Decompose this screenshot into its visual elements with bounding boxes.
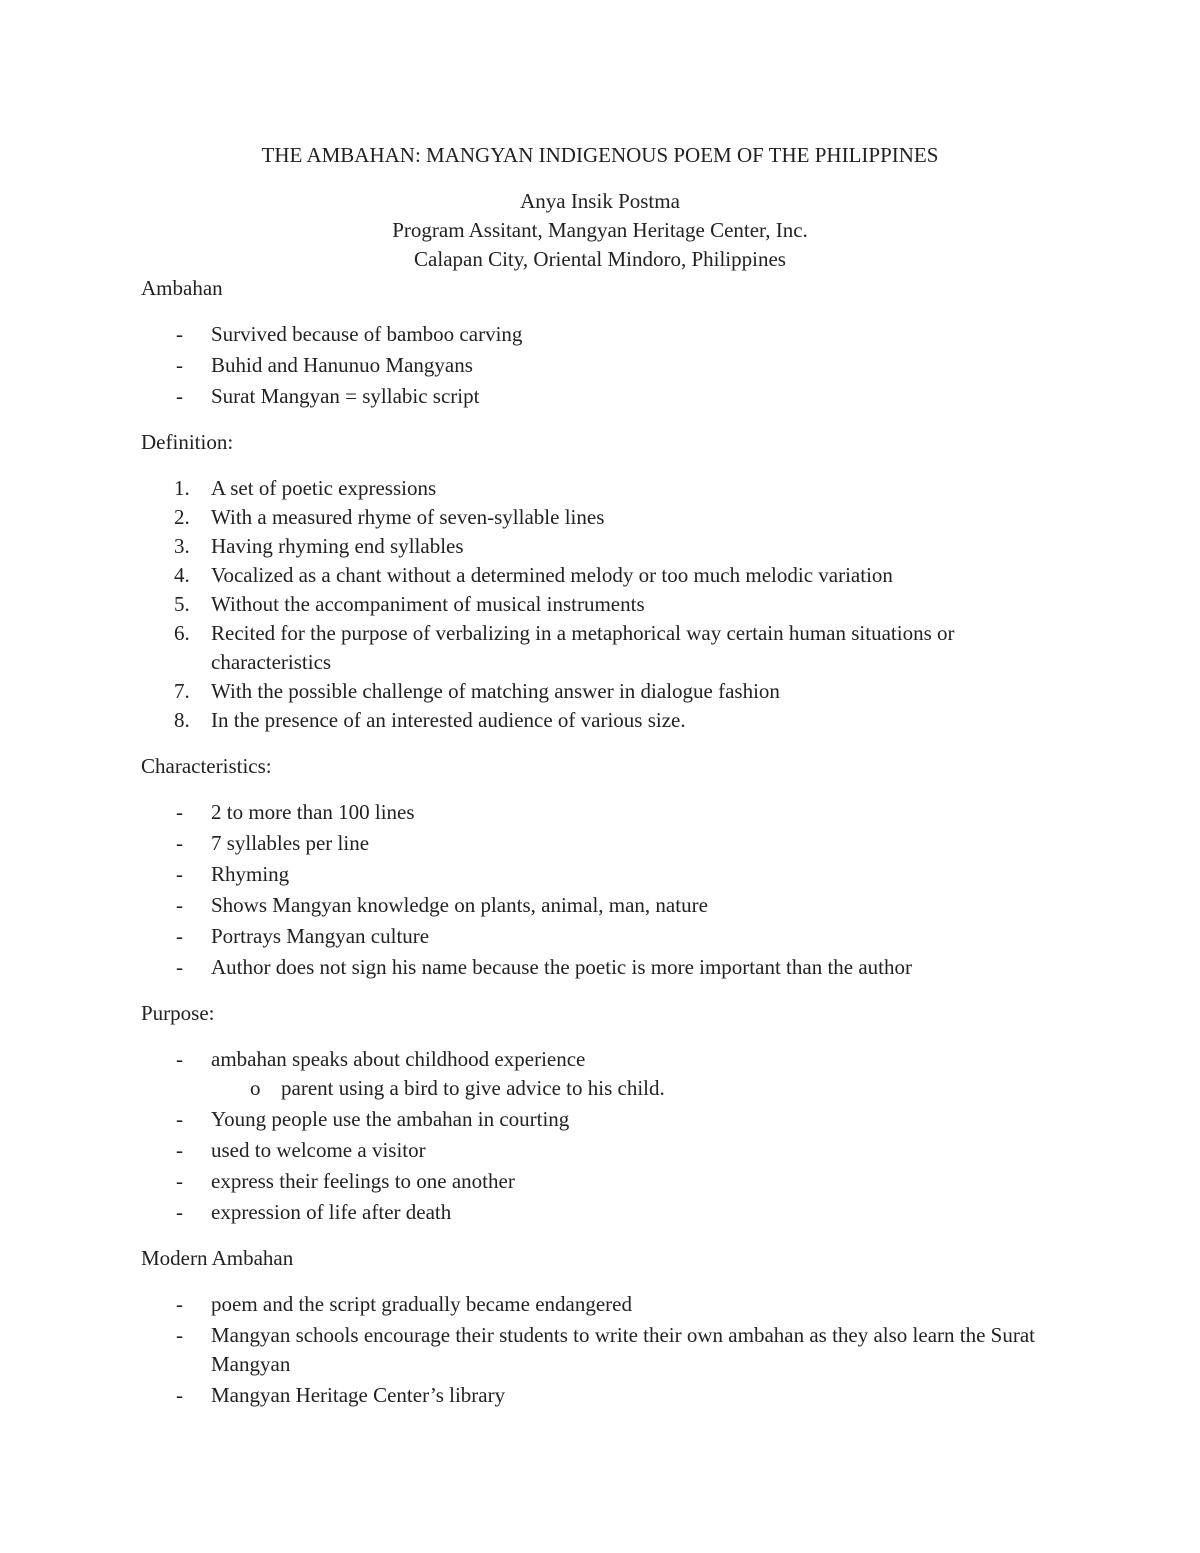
dash-bullet: - (176, 1383, 183, 1407)
dash-bullet: - (176, 800, 183, 824)
dash-bullet: - (176, 1292, 183, 1316)
number-marker: 4. (174, 563, 190, 587)
dash-bullet: - (176, 924, 183, 948)
author-position: Program Assitant, Mangyan Heritage Center, Inc. (392, 218, 808, 242)
list-item: - Portrays Mangyan culture (141, 922, 1059, 951)
section-heading-definition: Definition: (141, 430, 234, 454)
purpose-sublist (211, 1074, 1059, 1103)
dash-bullet: - (176, 862, 183, 886)
list-item: - poem and the script gradually became endangered (141, 1290, 1059, 1319)
dash-bullet: - (176, 1200, 183, 1224)
list-item: 3. Having rhyming end syllables (141, 532, 1059, 561)
list-item: 1. A set of poetic expressions (141, 474, 1059, 503)
list-item: - used to welcome a visitor (141, 1136, 1059, 1165)
list-item: - ambahan speaks about childhood experience o parent using a bird to give advice to his child. (141, 1045, 1059, 1103)
ambahan-list (141, 320, 1059, 411)
number-marker: 5. (174, 592, 190, 616)
list-item: - Shows Mangyan knowledge on plants, animal, man, nature (141, 891, 1059, 920)
author-name: Anya Insik Postma (520, 189, 680, 213)
list-item: 2. With a measured rhyme of seven-syllable lines (141, 503, 1059, 532)
list-item: - 7 syllables per line (141, 829, 1059, 858)
list-item: - Mangyan Heritage Center’s library (141, 1381, 1059, 1410)
dash-bullet: - (176, 1138, 183, 1162)
dash-bullet: - (176, 1323, 183, 1347)
number-marker: 2. (174, 505, 190, 529)
document-title: THE AMBAHAN: MANGYAN INDIGENOUS POEM OF THE PHILIPPINES (261, 143, 939, 167)
list-item: - express their feelings to one another (141, 1167, 1059, 1196)
sublist-item: o parent using a bird to give advice to his child. (141, 1074, 1059, 1103)
dash-bullet: - (176, 893, 183, 917)
document-page (141, 141, 1059, 1427)
characteristics-list (141, 798, 1059, 982)
list-item: - 2 to more than 100 lines (141, 798, 1059, 827)
dash-bullet: - (176, 831, 183, 855)
section-heading-purpose: Purpose: (141, 1001, 215, 1025)
list-item: - Mangyan schools encourage their students to write their own ambahan as they also learn the Surat Mangyan (176, 1323, 1036, 1376)
list-item: 4. Vocalized as a chant without a determined melody or too much melodic variation (141, 561, 1059, 590)
number-marker: 1. (174, 476, 190, 500)
dash-bullet: - (176, 1169, 183, 1193)
list-item: 8. In the presence of an interested audience of various size. (141, 706, 1059, 735)
list-item: - Survived because of bamboo carving (141, 320, 1059, 349)
list-item: 5. Without the accompaniment of musical instruments (141, 590, 1059, 619)
section-heading-ambahan: Ambahan (141, 276, 223, 300)
section-heading-modern-ambahan: Modern Ambahan (141, 1246, 294, 1270)
list-item: - Rhyming (141, 860, 1059, 889)
dash-bullet: - (176, 322, 183, 346)
circle-bullet: o (250, 1076, 261, 1100)
section-heading-characteristics: Characteristics: (141, 754, 272, 778)
number-marker: 3. (174, 534, 190, 558)
dash-bullet: - (176, 353, 183, 377)
list-item: - Buhid and Hanunuo Mangyans (141, 351, 1059, 380)
dash-bullet: - (176, 384, 183, 408)
list-item: 6. Recited for the purpose of verbalizing in a metaphorical way certain human situations or characteristics (174, 621, 955, 674)
number-marker: 8. (174, 708, 190, 732)
dash-bullet: - (176, 955, 183, 979)
definition-list (141, 474, 1059, 735)
list-item: - expression of life after death (141, 1198, 1059, 1227)
dash-bullet: - (176, 1047, 183, 1071)
author-location: Calapan City, Oriental Mindoro, Philippines (414, 247, 786, 271)
list-item: - Surat Mangyan = syllabic script (141, 382, 1059, 411)
list-item: - Young people use the ambahan in courting (141, 1105, 1059, 1134)
number-marker: 6. (174, 621, 190, 645)
purpose-list (141, 1045, 1059, 1227)
dash-bullet: - (176, 1107, 183, 1131)
list-item: - Author does not sign his name because the poetic is more important than the author (141, 953, 1059, 982)
list-item: 7. With the possible challenge of matching answer in dialogue fashion (141, 677, 1059, 706)
modern-ambahan-list (141, 1290, 1059, 1410)
number-marker: 7. (174, 679, 190, 703)
